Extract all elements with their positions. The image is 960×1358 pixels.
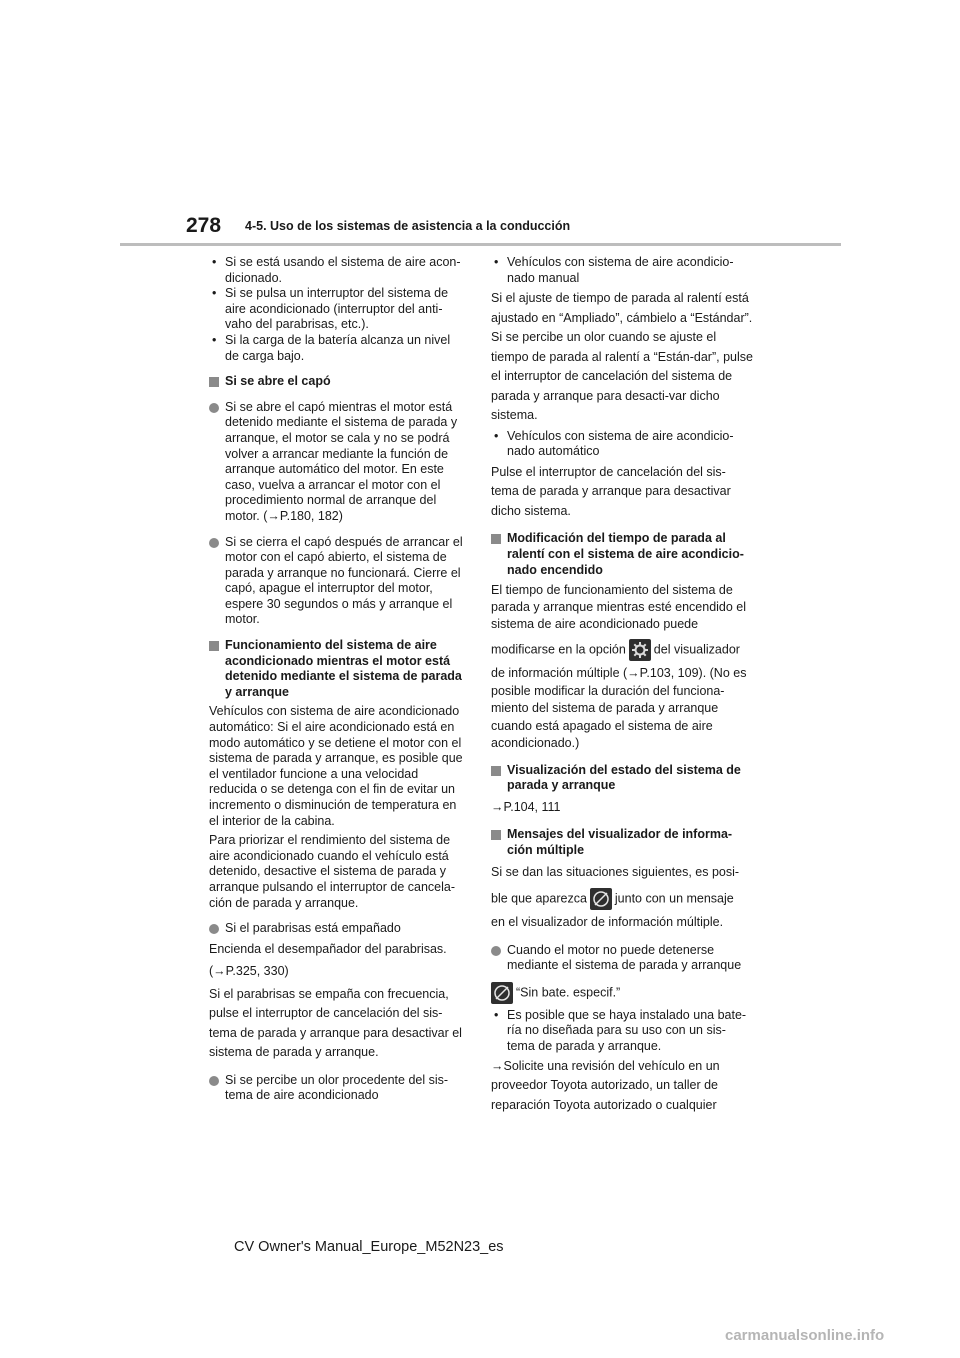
list-item: • Vehículos con sistema de aire acondicio-nado manual (491, 255, 753, 286)
list-item: • Si la carga de la batería alcanza un nivel de carga bajo. (209, 333, 467, 364)
square-bullet-icon (491, 830, 501, 840)
circle-item: Si se cierra el capó después de arrancar el motor con el capó abierto, el sistema de parada y arranque no funcionará. Cierre el capó, apague el interruptor del motor, espere 30 segundos o más y arranque el motor. (209, 535, 467, 629)
paragraph: ble que aparezca junto con un mensaje (491, 888, 753, 910)
square-bullet-icon (209, 377, 219, 387)
circle-bullet-icon (209, 538, 219, 548)
watermark-link[interactable]: carmanualsonline.info (725, 1327, 885, 1344)
circle-item: Cuando el motor no puede detenerse mediante el sistema de parada y arranque (491, 943, 753, 974)
list-item: • Es posible que se haya instalado una bate-ría no diseñada para su uso con un sis-tema de parada y arranque. (491, 1008, 753, 1055)
paragraph: Vehículos con sistema de aire acondicionado automático: Si el aire acondicionado está en modo automático y se detiene el motor con el sistema de parada y arranque, es posible que el ventilador funcione a una velocidad reducida o se detenga con el fin de evitar un incremento o disminución de temperatura en el interior de la cabina. (209, 704, 463, 828)
message-line: “Sin bate. especif.” (491, 982, 753, 1004)
paragraph: El tiempo de funcionamiento del sistema de parada y arranque mientras esté encendido el sistema de aire acondicionado puede (491, 583, 747, 632)
section-heading: Modificación del tiempo de parada al ralentí con el sistema de aire acondicio-nado encendido (491, 531, 753, 578)
list-item: • Vehículos con sistema de aire acondicio-nado automático (491, 429, 753, 460)
right-column (491, 255, 753, 1115)
section-heading: Funcionamiento del sistema de aire acondicionado mientras el motor está detenido mediante el sistema de parada y arranque (209, 638, 467, 700)
paragraph: →P.104, 111 (491, 799, 561, 814)
section-heading: Si se abre el capó (209, 374, 467, 390)
list-item: • Si se pulsa un interruptor del sistema de aire acondicionado (interruptor del anti-vaho del parabrisas, etc.). (209, 286, 467, 333)
paragraph: de información múltiple (→P.103, 109). (No es posible modificar la duración del funciona-miento del sistema de parada y arranque cuando está apagado el sistema de aire acondicionado.) (491, 666, 747, 751)
square-bullet-icon (491, 534, 501, 544)
header-divider (120, 243, 841, 246)
stop-start-warning-icon (491, 982, 513, 1004)
section-title: 4-5. Uso de los sistemas de asistencia a la conducción (245, 219, 571, 233)
section-heading: Mensajes del visualizador de informa-ción múltiple (491, 827, 753, 858)
paragraph: (→P.325, 330) (209, 964, 289, 979)
stop-start-warning-icon (590, 888, 612, 910)
square-bullet-icon (491, 766, 501, 776)
paragraph: Si el parabrisas se empaña con frecuencia, pulse el interruptor de cancelación del sis-tema de parada y arranque para desactivar el sistema de parada y arranque. (209, 986, 462, 1060)
page-number: 278 (186, 214, 222, 237)
section-heading: Visualización del estado del sistema de parada y arranque (491, 763, 753, 794)
footer-manual-name: CV Owner's Manual_Europe_M52N23_es (234, 1239, 504, 1255)
list-item: • Si se está usando el sistema de aire acon-dicionado. (209, 255, 467, 286)
circle-bullet-icon (209, 1076, 219, 1086)
circle-bullet-icon (209, 924, 219, 934)
paragraph: en el visualizador de información múltiple. (491, 915, 724, 930)
circle-bullet-icon (209, 403, 219, 413)
circle-bullet-icon (491, 946, 501, 956)
settings-gear-icon (629, 639, 651, 661)
paragraph: modificarse en la opción del visualizador (491, 639, 753, 661)
paragraph: Encienda el desempañador del parabrisas. (209, 941, 447, 956)
paragraph: Si se dan las situaciones siguientes, es posi- (491, 864, 740, 879)
square-bullet-icon (209, 641, 219, 651)
paragraph: Pulse el interruptor de cancelación del sis-tema de parada y arranque para desactivar dicho sistema. (491, 464, 731, 518)
circle-item: Si se abre el capó mientras el motor está detenido mediante el sistema de parada y arranque, el motor se cala y no se podrá volver a arrancar mediante la función de arranque automático del motor. En este caso, vuelva a arrancar el motor con el procedimiento normal de arranque del motor. (→P.180, 182) (209, 400, 467, 525)
left-column (209, 255, 467, 1106)
paragraph: Para priorizar el rendimiento del sistema de aire acondicionado cuando el vehículo está detenido, desactive el sistema de parada y arranque pulsando el interruptor de cancela-ción de parada y arranque. (209, 833, 455, 910)
paragraph: Si el ajuste de tiempo de parada al ralentí está ajustado en “Ampliado”, cámbielo a “Estándar”. Si se percibe un olor cuando se ajuste el tiempo de parada al ralentí a “Están-dar”, pulse el interruptor de cancelación del sistema de parada y arranque para desacti-var dicho sistema. (491, 291, 753, 423)
circle-item: Si se percibe un olor procedente del sis-tema de aire acondicionado (209, 1073, 467, 1104)
circle-item: Si el parabrisas está empañado (209, 921, 467, 937)
paragraph: →Solicite una revisión del vehículo en un proveedor Toyota autorizado, un taller de reparación Toyota autorizado o cualquier (491, 1058, 720, 1112)
